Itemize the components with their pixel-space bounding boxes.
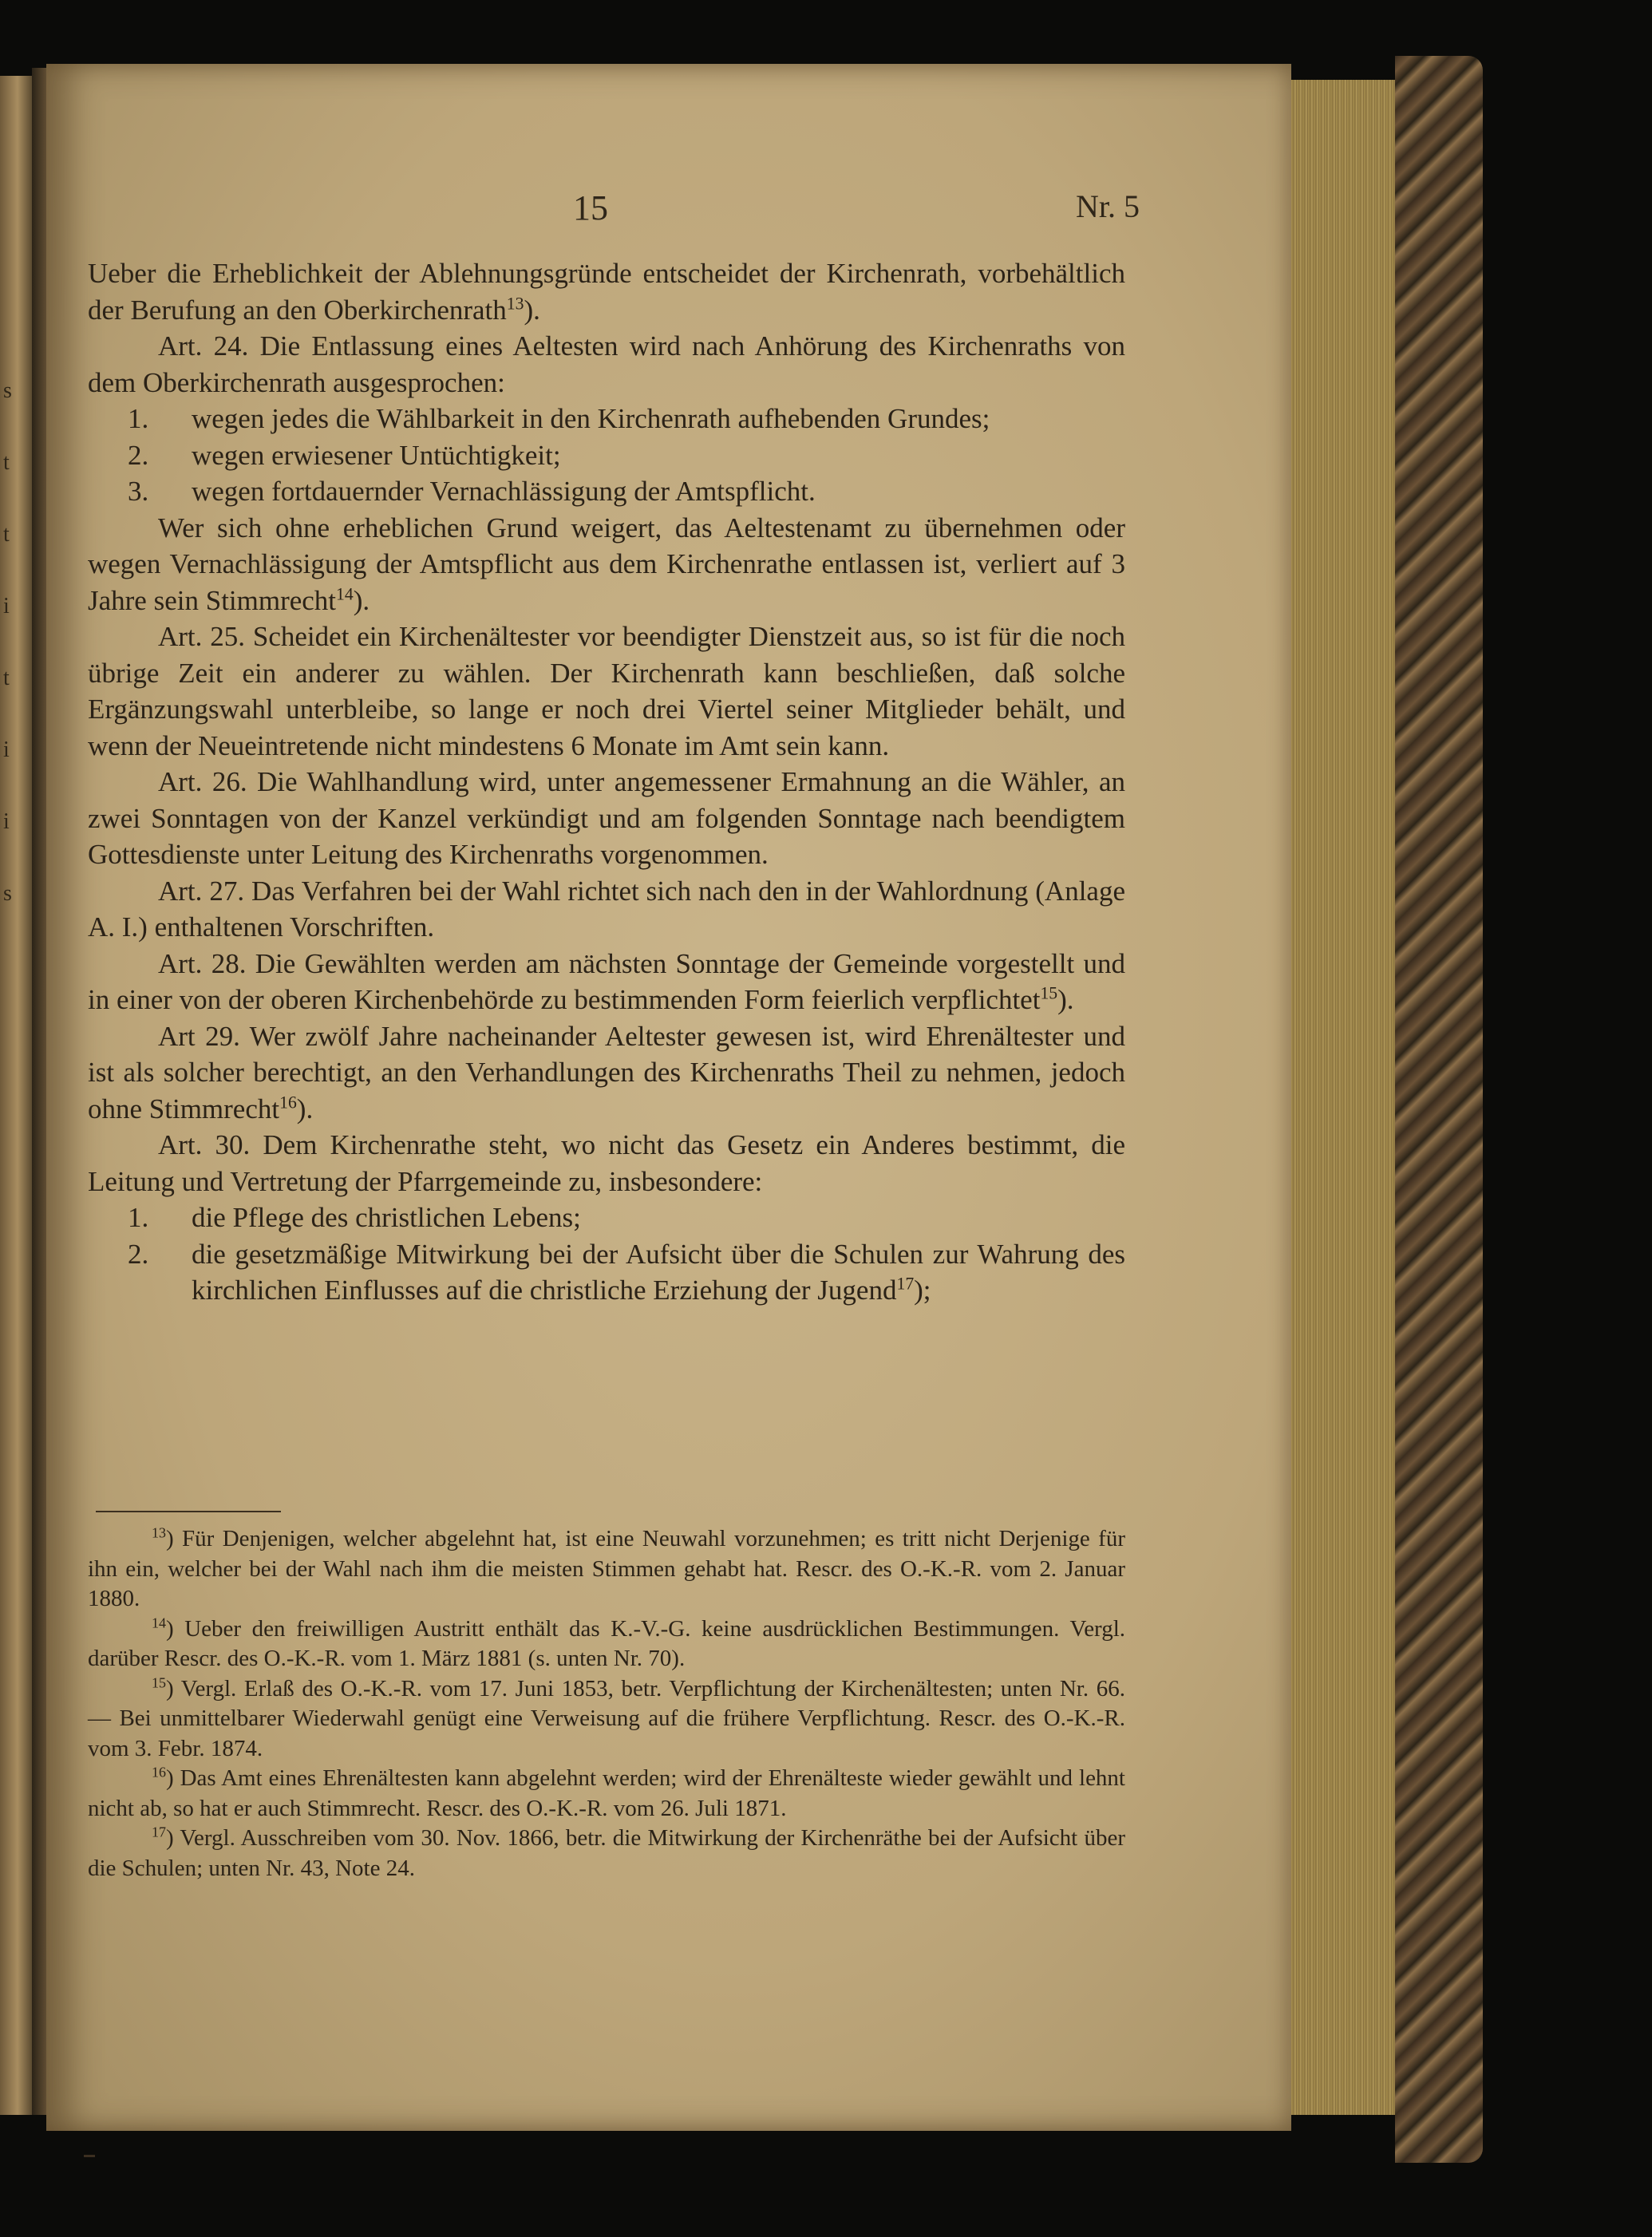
item-number: 2. xyxy=(128,1238,149,1270)
paragraph-tail: ). xyxy=(296,1093,314,1124)
item-number: 1. xyxy=(128,1202,149,1233)
paragraph-text: Art. 28. Die Gewählten werden am nächsten Sonntage der Gemeinde vorgestellt und in einer von der oberen Kirchenbehörde zu bestimmenden Form feierlich verpflichtet xyxy=(88,947,1125,1015)
page-edges xyxy=(1291,80,1395,2115)
paragraph xyxy=(88,1018,1125,1128)
left-letter: t xyxy=(3,666,10,690)
left-letter: s xyxy=(3,378,12,403)
footnote-rule xyxy=(96,1511,281,1512)
list-item xyxy=(88,473,1125,510)
paragraph xyxy=(88,510,1125,619)
marbled-cover xyxy=(1395,56,1483,2163)
footnote-ref: 14 xyxy=(336,583,354,603)
paragraph-text: wegen erwiesener Untüchtigkeit; xyxy=(192,439,561,471)
left-letter: t xyxy=(3,450,10,475)
paragraph-tail: ). xyxy=(353,584,370,616)
page-header xyxy=(46,188,1140,235)
paragraph-text: Art 29. Wer zwölf Jahre nacheinander Aeltester gewesen ist, wird Ehrenältester und ist als solcher berechtigt, an den Verhandlungen des Kirchenraths Theil zu nehmen, jedoch ohne Stimmrecht xyxy=(88,1020,1125,1124)
footnote-mark: 14 xyxy=(152,1614,166,1630)
footnote-text: ) Für Denjenigen, welcher abgelehnt hat, ist eine Neuwahl vorzunehmen; es tritt nicht Derjenige für ihn ein, welcher bei der Wahl nach ihm die meisten Stimmen gehabt hat. Rescr. des O.-K.-R. vom 2. Januar 1880. xyxy=(88,1526,1125,1611)
paragraph-text: Ueber die Erheblichkeit der Ablehnungsgründe entscheidet der Kirchenrath, vorbehältlich der Berufung an den Oberkirchenrath xyxy=(88,258,1125,326)
paragraph-text: Art. 24. Die Entlassung eines Aeltesten wird nach Anhörung des Kirchenraths von dem Oberkirchenrath ausgesprochen: xyxy=(88,330,1125,398)
footnotes xyxy=(88,1524,1125,1883)
footnote-ref: 16 xyxy=(279,1092,297,1112)
paragraph-tail: ). xyxy=(1057,984,1074,1015)
list-item xyxy=(88,1236,1125,1309)
paragraph-text: die Pflege des christlichen Lebens; xyxy=(192,1202,581,1233)
left-letter: i xyxy=(3,737,10,762)
paragraph xyxy=(88,328,1125,401)
footnote xyxy=(88,1524,1125,1615)
list-item xyxy=(88,401,1125,437)
paragraph xyxy=(88,873,1125,946)
footnote-mark: 17 xyxy=(152,1824,166,1840)
item-number: 2. xyxy=(128,439,149,471)
footnote xyxy=(88,1824,1125,1883)
footnote-mark: 13 xyxy=(152,1524,166,1541)
paragraph-text: wegen jedes die Wählbarkeit in den Kirchenrath aufhebenden Grundes; xyxy=(192,403,990,434)
footnote-text: ) Das Amt eines Ehrenältesten kann abgelehnt werden; wird der Ehrenälteste wieder gewählt und lehnt nicht ab, so hat er auch Stimmrecht. Rescr. des O.-K.-R. vom 26. Juli 1871. xyxy=(88,1765,1125,1821)
section-reference: Nr. 5 xyxy=(1076,188,1140,224)
paragraph-text: Art. 25. Scheidet ein Kirchenältester vor beendigter Dienstzeit aus, so ist für die noch übrige Zeit ein anderer zu wählen. Der Kirchenrath kann beschließen, daß solche Ergänzungswahl unterbleibe, so lange er noch drei Viertel seiner Mitglieder behält, und wenn der Neueintretende nicht mindestens 6 Monate im Amt sein kann. xyxy=(88,621,1125,761)
left-letter: s xyxy=(3,881,12,906)
paragraph xyxy=(88,255,1125,328)
paragraph xyxy=(88,946,1125,1018)
left-page-edge xyxy=(0,76,32,2115)
footnote xyxy=(88,1764,1125,1824)
paragraph-tail: ). xyxy=(524,294,540,326)
paragraph xyxy=(88,1127,1125,1200)
paragraph xyxy=(88,764,1125,873)
list-item xyxy=(88,1200,1125,1236)
footnote xyxy=(88,1674,1125,1765)
paragraph-text: Wer sich ohne erheblichen Grund weigert, das Aeltestenamt zu übernehmen oder wegen Vernachlässigung der Amtspflicht aus dem Kirchenrathe entlassen ist, verliert auf 3 Jahre sein Stimmrecht xyxy=(88,512,1125,616)
main-text xyxy=(88,255,1125,1309)
item-number: 3. xyxy=(128,476,149,507)
paragraph-text: wegen fortdauernder Vernachlässigung der Amtspflicht. xyxy=(192,476,816,507)
footnote-ref: 15 xyxy=(1040,983,1058,1003)
footnote xyxy=(88,1615,1125,1674)
footnote-ref: 17 xyxy=(896,1274,915,1294)
left-page-letters xyxy=(3,355,27,930)
footnote-ref: 13 xyxy=(506,293,524,313)
paragraph-text: die gesetzmäßige Mitwirkung bei der Aufsicht über die Schulen zur Wahrung des kirchlichen Einflusses auf die christliche Erziehung der Jugend xyxy=(192,1238,1125,1306)
page-number: 15 xyxy=(573,188,608,227)
margin-mark xyxy=(84,2155,95,2157)
left-letter: i xyxy=(3,809,10,834)
paragraph-tail: ); xyxy=(914,1275,931,1306)
paragraph-text: Art. 30. Dem Kirchenrathe steht, wo nicht das Gesetz ein Anderes bestimmt, die Leitung und Vertretung der Pfarrgemeinde zu, insbesondere: xyxy=(88,1129,1125,1197)
footnote-text: ) Vergl. Ausschreiben vom 30. Nov. 1866, betr. die Mitwirkung der Kirchenräthe bei der Aufsicht über die Schulen; unten Nr. 43, Note 24. xyxy=(88,1825,1125,1881)
footnote-mark: 16 xyxy=(152,1764,166,1781)
footnote-text: ) Vergl. Erlaß des O.-K.-R. vom 17. Juni 1853, betr. Verpflichtung der Kirchenältesten; unten Nr. 66. — Bei unmittelbarer Wiederwahl genügt eine Verweisung auf die frühere Verpflichtung. Rescr. des O.-K.-R. vom 3. Febr. 1874. xyxy=(88,1675,1125,1761)
paragraph xyxy=(88,619,1125,764)
footnote-mark: 15 xyxy=(152,1674,166,1690)
footnote-text: ) Ueber den freiwilligen Austritt enthält das K.-V.-G. keine ausdrücklichen Bestimmungen. Vergl. darüber Rescr. des O.-K.-R. vom 1. März 1881 (s. unten Nr. 70). xyxy=(88,1615,1125,1671)
list-item xyxy=(88,437,1125,474)
item-number: 1. xyxy=(128,403,149,434)
paragraph-text: Art. 27. Das Verfahren bei der Wahl richtet sich nach den in der Wahlordnung (Anlage A. I.) enthaltenen Vorschriften. xyxy=(88,875,1125,943)
left-letter: i xyxy=(3,594,10,619)
left-letter: t xyxy=(3,522,10,547)
paragraph-text: Art. 26. Die Wahlhandlung wird, unter angemessener Ermahnung an die Wähler, an zwei Sonntagen von der Kanzel verkündigt und am folgenden Sonntage nach beendigtem Gottesdienste unter Leitung des Kirchenraths vorgenommen. xyxy=(88,766,1125,870)
